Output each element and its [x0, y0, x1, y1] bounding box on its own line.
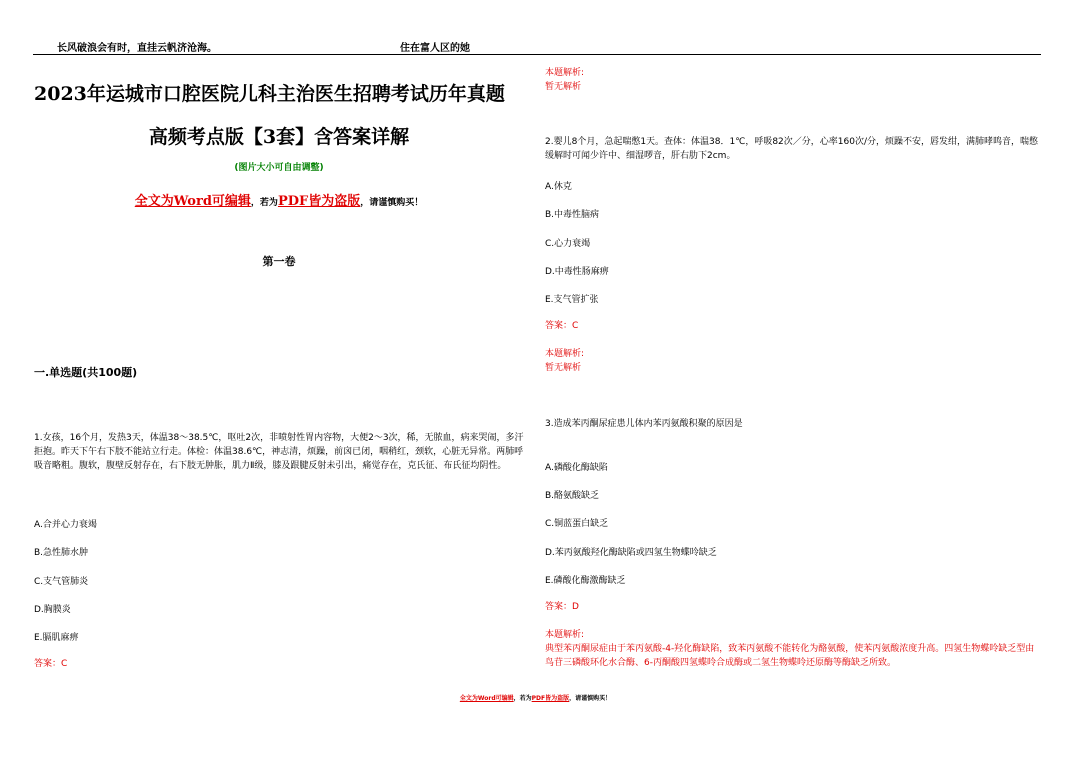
question-1-option-b: B.急性肺水肿: [34, 548, 89, 558]
question-1-analysis-label: 本题解析:: [545, 68, 585, 78]
question-2-analysis: 暂无解析: [545, 363, 582, 373]
question-3-text: 3.造成苯丙酮尿症患儿体内苯丙氨酸积聚的原因是: [545, 419, 743, 429]
footer-end: ，请谨慎购买！: [569, 695, 612, 702]
question-2-option-e: E.支气管扩张: [545, 295, 599, 305]
question-1-option-a: A.合并心力衰竭: [34, 520, 97, 530]
volume-title: 第一卷: [262, 255, 296, 268]
section-title: 一.单选题(共100题): [34, 366, 138, 379]
footer-mid: ，若为: [513, 695, 532, 702]
header-motto: 长风破浪会有时，直挂云帆济沧海。: [57, 43, 217, 54]
warning-pdf-pirated: PDF皆为盗版: [277, 194, 361, 209]
question-1-option-d: D.胸膜炎: [34, 605, 71, 615]
doc-title-line1: 2023年运城市口腔医院儿科主治医生招聘考试历年真题: [34, 83, 505, 105]
copyright-warning: [0, 190, 558, 209]
question-3-option-d: D.苯丙氨酸羟化酶缺陷或四氢生物蝶呤缺乏: [545, 548, 717, 558]
question-2-option-b: B.中毒性脑病: [545, 210, 600, 220]
question-2-answer: 答案：C: [545, 321, 579, 331]
doc-subtitle: (图片大小可自由调整): [234, 163, 324, 173]
doc-title-line2: 高频考点版【3套】含答案详解: [148, 126, 410, 148]
question-1-option-e: E.膈肌麻痹: [34, 633, 79, 643]
question-1-text: 1.女孩，16个月，发热3天，体温38～38.5℃，呕吐2次，非喷射性胃内容物，大便2～3次，稀，无脓血，病来哭闹，多汗拒抱。昨天下午右下肢不能站立行走。体检：体温38.6℃，神志清，烦躁，前囟已闭，咽稍红，颈软，心脏无异常。两肺呼吸音略粗。腹软，腹壁反射存在，右下肢无肿胀，肌力Ⅱ级，膝及跟腱反射未引出，痛觉存在，克氏征、布氏征均阴性。: [34, 433, 524, 471]
header-divider: [33, 54, 1041, 55]
warning-mid: ，若为: [250, 198, 278, 208]
question-3-analysis: 典型苯丙酮尿症由于苯丙氨酸-4-羟化酶缺陷，致苯丙氨酸不能转化为酪氨酸，使苯丙氨酸浓度升高。四氢生物蝶呤缺乏型由鸟苷三磷酸环化水合酶、6-丙酮酸四氢蝶呤合成酶或二氢生物蝶呤还原酶等酶缺乏所致。: [545, 644, 1035, 668]
question-3-option-b: B.酪氨酸缺乏: [545, 491, 600, 501]
warning-word-editable: 全文为Word可编辑: [134, 194, 251, 209]
question-1-option-c: C.支气管肺炎: [34, 577, 89, 587]
warning-end: ，请谨慎购买！: [360, 198, 424, 208]
question-2-option-d: D.中毒性肠麻痹: [545, 267, 609, 277]
question-1-analysis: 暂无解析: [545, 82, 582, 92]
question-3-option-a: A.磷酸化酶缺陷: [545, 463, 608, 473]
footer-word-editable: 全文为Word可编辑: [459, 695, 514, 702]
question-3-answer: 答案：D: [545, 602, 579, 612]
footer-warning: [0, 693, 1071, 702]
header-author: 住在富人区的她: [400, 43, 470, 54]
question-1-answer: 答案：C: [34, 659, 68, 669]
question-3-option-e: E.磷酸化酶激酶缺乏: [545, 576, 626, 586]
question-2-analysis-label: 本题解析:: [545, 349, 585, 359]
question-3-analysis-label: 本题解析:: [545, 630, 585, 640]
question-2-text: 2.婴儿8个月，急起喘憋1天。查体：体温38．1℃，呼吸82次／分，心率160次/分，烦躁不安，唇发绀，满肺哮鸣音，喘憋缓解时可闻少许中、细湿啰音，肝右肋下2cm。: [545, 137, 1038, 161]
question-2-option-c: C.心力衰竭: [545, 239, 591, 249]
footer-pdf-pirated: PDF皆为盗版: [531, 695, 570, 702]
question-3-option-c: C.铜蓝蛋白缺乏: [545, 519, 609, 529]
question-2-option-a: A.休克: [545, 182, 572, 192]
